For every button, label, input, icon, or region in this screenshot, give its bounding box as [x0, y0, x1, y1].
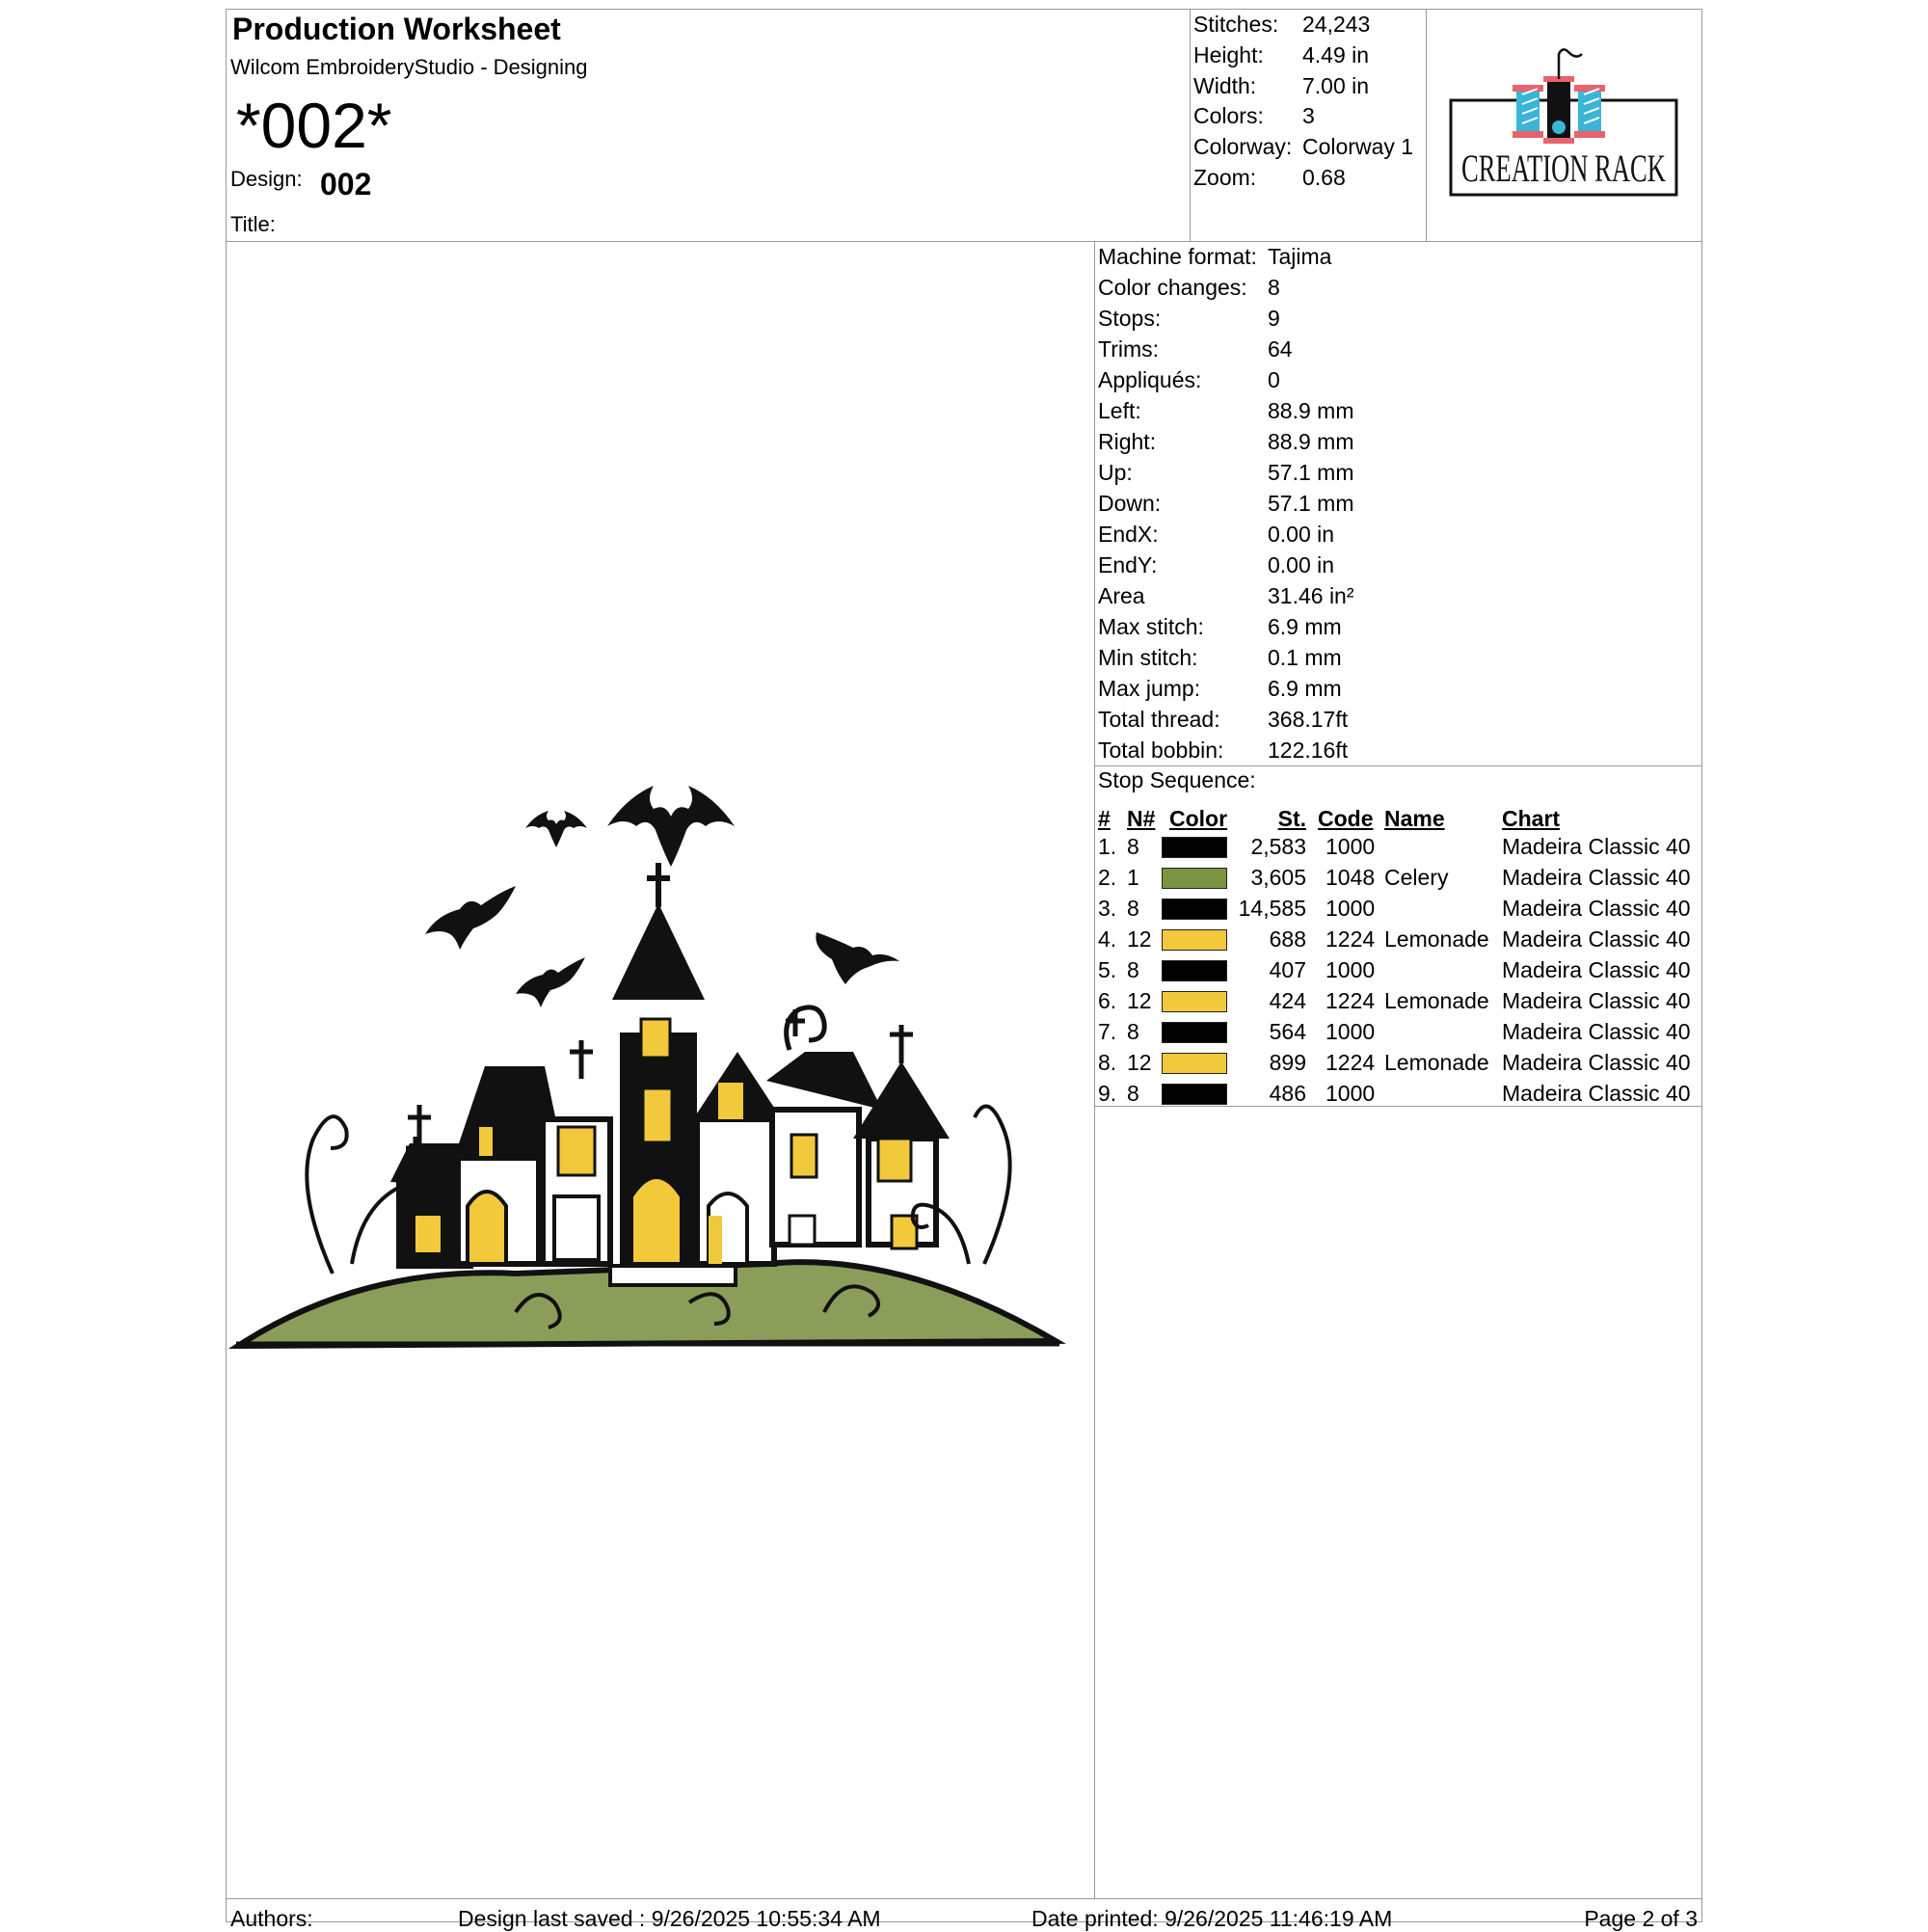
stop-sequence-row — [1094, 988, 1701, 1019]
stats-block — [1098, 244, 1696, 765]
summary-row — [1193, 73, 1425, 104]
color-swatch — [1162, 929, 1227, 951]
row-num: 6. — [1098, 988, 1117, 1013]
row-stitches: 407 — [1269, 957, 1306, 982]
stat-label: Min stitch: — [1098, 645, 1198, 670]
row-stitches: 564 — [1269, 1019, 1306, 1044]
row-code: 1000 — [1326, 1081, 1376, 1106]
stat-label: Area — [1098, 583, 1145, 608]
stop-sequence-row — [1094, 1019, 1701, 1050]
stat-value: 64 — [1268, 336, 1293, 362]
footer-top-rule — [227, 1898, 1701, 1899]
footer-last-saved: Design last saved : 9/26/2025 10:55:34 AM — [458, 1906, 881, 1931]
col-chart-header: Chart — [1502, 806, 1561, 831]
stat-value: 6.9 mm — [1268, 614, 1342, 639]
stat-value: 57.1 mm — [1268, 460, 1354, 485]
row-chart: Madeira Classic 40 — [1502, 1019, 1691, 1044]
stop-sequence-table — [1094, 798, 1701, 1105]
row-chart: Madeira Classic 40 — [1502, 957, 1691, 982]
stat-row — [1098, 306, 1696, 336]
color-swatch — [1162, 1084, 1227, 1105]
stat-row — [1098, 275, 1696, 306]
design-name-large: *002* — [236, 90, 392, 161]
stat-row — [1098, 522, 1696, 552]
stat-label: Right: — [1098, 429, 1157, 454]
summary-label: Width: — [1193, 72, 1257, 98]
stat-label: Total bobbin: — [1098, 738, 1224, 763]
stop-sequence-title: Stop Sequence: — [1098, 767, 1256, 792]
summary-value: 7.00 in — [1302, 72, 1370, 98]
stat-value: 0.00 in — [1268, 552, 1335, 577]
row-stitches: 899 — [1269, 1050, 1306, 1075]
title-label: Title: — [230, 212, 276, 236]
row-num: 7. — [1098, 1019, 1117, 1044]
row-name: Lemonade — [1384, 1050, 1489, 1075]
row-num: 1. — [1098, 834, 1117, 859]
col-num-header: # — [1098, 806, 1111, 831]
row-code: 1048 — [1326, 865, 1376, 890]
thread-spool-icon — [1513, 49, 1605, 144]
row-num: 8. — [1098, 1050, 1117, 1075]
row-needle: 8 — [1127, 834, 1139, 859]
stop-sequence-row — [1094, 1050, 1701, 1081]
row-stitches: 688 — [1269, 926, 1306, 952]
summary-value: 4.49 in — [1302, 41, 1370, 67]
row-code: 1224 — [1326, 926, 1376, 952]
stop-sequence-row — [1094, 896, 1701, 926]
logo-graphic — [1447, 44, 1682, 208]
stat-row — [1098, 676, 1696, 707]
row-chart: Madeira Classic 40 — [1502, 834, 1691, 859]
stat-label: EndX: — [1098, 522, 1159, 547]
row-stitches: 424 — [1269, 988, 1306, 1013]
stat-value: 9 — [1268, 306, 1280, 331]
stat-value: 88.9 mm — [1268, 429, 1354, 454]
stat-value: 88.9 mm — [1268, 398, 1354, 423]
stop-sequence-row — [1094, 865, 1701, 896]
stat-row — [1098, 738, 1696, 768]
color-swatch — [1162, 1053, 1227, 1074]
stat-value: 31.46 in² — [1268, 583, 1354, 608]
haunted-house-embroidery-image — [227, 242, 1093, 1897]
stat-value: 0.00 in — [1268, 522, 1335, 547]
header-divider-1 — [1190, 10, 1191, 241]
design-label: Design: — [230, 167, 303, 191]
footer-page-number: Page 2 of 3 — [1584, 1906, 1698, 1931]
row-chart: Madeira Classic 40 — [1502, 865, 1691, 890]
summary-value: 0.68 — [1302, 165, 1346, 190]
row-code: 1224 — [1326, 1050, 1376, 1075]
summary-label: Stitches: — [1193, 12, 1279, 37]
stat-row — [1098, 491, 1696, 522]
row-needle: 8 — [1127, 1081, 1139, 1106]
color-swatch — [1162, 868, 1227, 889]
design-preview — [227, 242, 1093, 1897]
page-title: Production Worksheet — [232, 12, 561, 46]
row-num: 4. — [1098, 926, 1117, 952]
col-name-header: Name — [1384, 806, 1445, 831]
stat-row — [1098, 614, 1696, 645]
stat-row — [1098, 398, 1696, 429]
stat-row — [1098, 429, 1696, 460]
summary-row — [1193, 134, 1425, 165]
color-swatch — [1162, 899, 1227, 920]
stop-sequence-row — [1094, 957, 1701, 988]
row-needle: 12 — [1127, 988, 1152, 1013]
color-swatch — [1162, 1022, 1227, 1043]
stat-row — [1098, 336, 1696, 367]
row-needle: 8 — [1127, 1019, 1139, 1044]
row-stitches: 2,583 — [1250, 834, 1306, 859]
stat-row — [1098, 244, 1696, 275]
row-code: 1000 — [1326, 1019, 1376, 1044]
summary-row — [1193, 103, 1425, 134]
row-name: Lemonade — [1384, 988, 1489, 1013]
row-needle: 1 — [1127, 865, 1139, 890]
stat-row — [1098, 707, 1696, 738]
row-chart: Madeira Classic 40 — [1502, 988, 1691, 1013]
summary-value: 3 — [1302, 103, 1315, 129]
col-color-header: Color — [1169, 806, 1228, 831]
worksheet-page — [226, 9, 1702, 1931]
stat-label: Down: — [1098, 491, 1162, 516]
stat-label: Stops: — [1098, 306, 1162, 331]
row-code: 1000 — [1326, 896, 1376, 921]
header-divider-2 — [1426, 10, 1427, 241]
stop-sequence-row — [1094, 926, 1701, 957]
stat-label: Trims: — [1098, 336, 1160, 362]
stat-value: 8 — [1268, 275, 1280, 300]
footer-authors: Authors: — [230, 1906, 313, 1931]
footer-date-printed: Date printed: 9/26/2025 11:46:19 AM — [1031, 1906, 1393, 1931]
stat-label: Color changes: — [1098, 275, 1247, 300]
row-stitches: 3,605 — [1250, 865, 1306, 890]
stat-value: 368.17ft — [1268, 707, 1349, 732]
row-num: 5. — [1098, 957, 1117, 982]
summary-label: Zoom: — [1193, 165, 1257, 190]
col-code-header: Code — [1318, 806, 1374, 831]
stat-value: Tajima — [1268, 244, 1332, 269]
row-num: 9. — [1098, 1081, 1117, 1106]
row-code: 1000 — [1326, 957, 1376, 982]
row-chart: Madeira Classic 40 — [1502, 1081, 1691, 1106]
row-num: 2. — [1098, 865, 1117, 890]
stat-label: Up: — [1098, 460, 1133, 485]
row-num: 3. — [1098, 896, 1117, 921]
stat-value: 0 — [1268, 367, 1280, 392]
stat-label: Max stitch: — [1098, 614, 1204, 639]
row-code: 1000 — [1326, 834, 1376, 859]
software-name: Wilcom EmbroideryStudio - Designing — [230, 55, 588, 79]
creation-rack-logo — [1447, 44, 1682, 208]
stop-sequence-row — [1094, 834, 1701, 865]
stop-sequence-row — [1094, 1081, 1701, 1112]
summary-row — [1193, 165, 1425, 196]
stat-label: Left: — [1098, 398, 1141, 423]
col-stitches-header: St. — [1277, 806, 1306, 831]
summary-value: Colorway 1 — [1302, 134, 1414, 160]
stat-row — [1098, 367, 1696, 398]
stat-value: 6.9 mm — [1268, 676, 1342, 701]
row-code: 1224 — [1326, 988, 1376, 1013]
stat-label: Machine format: — [1098, 244, 1257, 269]
stat-row — [1098, 552, 1696, 583]
stat-label: EndY: — [1098, 552, 1158, 577]
summary-block — [1193, 10, 1425, 202]
stat-label: Max jump: — [1098, 676, 1201, 701]
stat-row — [1098, 460, 1696, 491]
stat-value: 0.1 mm — [1268, 645, 1342, 670]
summary-row — [1193, 42, 1425, 73]
stat-row — [1098, 645, 1696, 676]
stat-label: Appliqués: — [1098, 367, 1202, 392]
color-swatch — [1162, 991, 1227, 1012]
summary-row — [1193, 12, 1425, 42]
row-needle: 8 — [1127, 896, 1139, 921]
stat-label: Total thread: — [1098, 707, 1220, 732]
row-needle: 12 — [1127, 1050, 1152, 1075]
stat-value: 57.1 mm — [1268, 491, 1354, 516]
row-needle: 12 — [1127, 926, 1152, 952]
row-chart: Madeira Classic 40 — [1502, 896, 1691, 921]
summary-label: Colors: — [1193, 103, 1264, 129]
stat-row — [1098, 583, 1696, 614]
summary-label: Colorway: — [1193, 134, 1293, 160]
row-stitches: 486 — [1269, 1081, 1306, 1106]
color-swatch — [1162, 960, 1227, 981]
row-stitches: 14,585 — [1238, 896, 1306, 921]
col-needle-header: N# — [1127, 806, 1156, 831]
stat-value: 122.16ft — [1268, 738, 1349, 763]
row-chart: Madeira Classic 40 — [1502, 1050, 1691, 1075]
row-name: Celery — [1384, 865, 1449, 890]
row-chart: Madeira Classic 40 — [1502, 926, 1691, 952]
summary-value: 24,243 — [1302, 12, 1371, 37]
row-needle: 8 — [1127, 957, 1139, 982]
color-swatch — [1162, 837, 1227, 858]
row-name: Lemonade — [1384, 926, 1489, 952]
design-value: 002 — [320, 167, 372, 201]
summary-label: Height: — [1193, 41, 1264, 67]
logo-wordmark: CREATION RACK — [1461, 147, 1667, 190]
